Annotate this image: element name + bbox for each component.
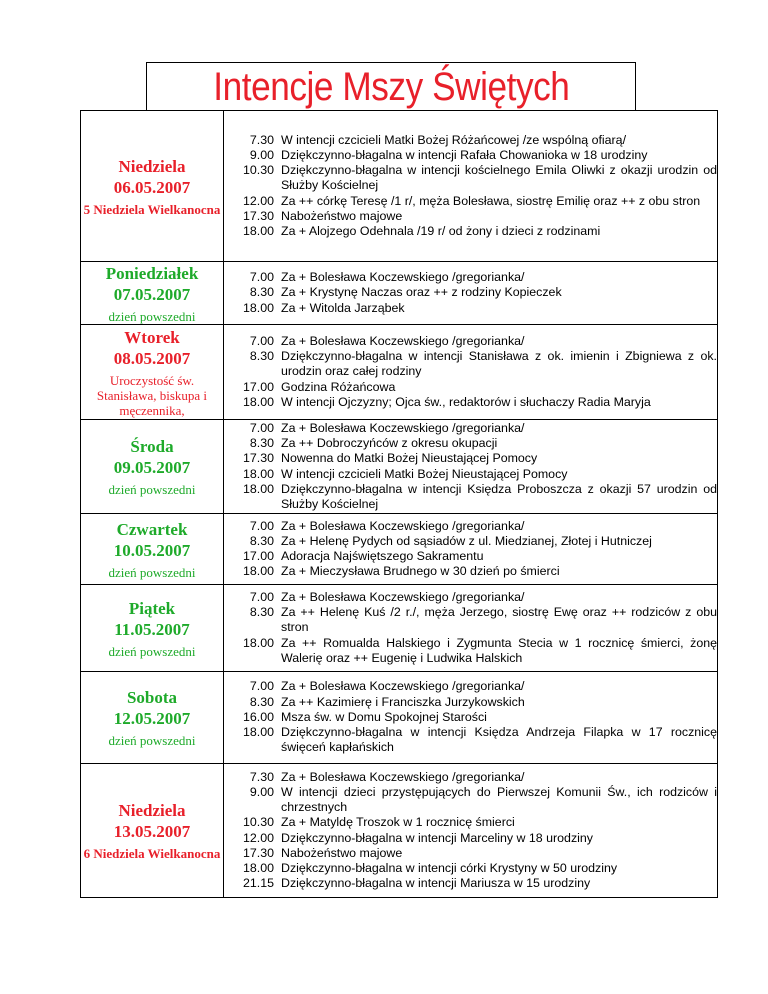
intention-text: Msza św. w Domu Spokojnej Starości bbox=[281, 709, 487, 724]
intention-text: Dziękczynno-błagalna w intencji Mariusza w 15 urodziny bbox=[281, 876, 591, 891]
mass-time: 17.30 bbox=[242, 208, 274, 223]
intention-entry bbox=[224, 636, 717, 666]
intention-entry bbox=[224, 133, 717, 148]
day-row bbox=[81, 764, 718, 898]
day-cell bbox=[81, 111, 224, 262]
intention-text: Dziękczynno-błagalna w intencji Marceliny w 18 urodziny bbox=[281, 830, 593, 845]
intention-entry bbox=[224, 549, 717, 564]
mass-time: 16.00 bbox=[242, 709, 274, 724]
intentions-cell bbox=[224, 420, 718, 514]
day-cell bbox=[81, 262, 224, 325]
mass-time: 12.00 bbox=[242, 830, 274, 845]
day-row bbox=[81, 111, 718, 262]
mass-time: 7.00 bbox=[249, 420, 274, 435]
intention-text: Nowenna do Matki Bożej Nieustającej Pomocy bbox=[281, 451, 538, 466]
intentions-cell bbox=[224, 585, 718, 672]
day-name: Piątek bbox=[128, 598, 176, 618]
day-date: 06.05.2007 bbox=[113, 177, 191, 197]
mass-time: 17.30 bbox=[242, 845, 274, 860]
day-date: 08.05.2007 bbox=[113, 348, 191, 368]
intention-entry bbox=[224, 209, 717, 224]
intention-entry bbox=[224, 519, 717, 534]
intention-text: Nabożeństwo majowe bbox=[281, 845, 403, 860]
intention-text: Za ++ Romualda Halskiego i Zygmunta Stecia w 1 rocznicę śmierci, żonę Walerię oraz ++ Eugenię i Ludwika Halskich bbox=[281, 635, 717, 665]
intention-entry bbox=[224, 534, 717, 549]
intention-entry bbox=[224, 876, 717, 891]
intention-entry bbox=[224, 148, 717, 163]
intention-text: W intencji czcicieli Matki Bożej Nieustającej Pomocy bbox=[281, 466, 568, 481]
intention-entry bbox=[224, 224, 717, 239]
intention-entry bbox=[224, 467, 717, 482]
mass-time: 10.30 bbox=[242, 163, 274, 178]
mass-time: 18.00 bbox=[242, 224, 274, 238]
mass-time: 8.30 bbox=[249, 605, 274, 620]
mass-time: 7.00 bbox=[249, 518, 274, 533]
day-subtitle: dzień powszedni bbox=[108, 308, 196, 324]
mass-time: 8.30 bbox=[249, 436, 274, 451]
intention-entry bbox=[224, 285, 717, 300]
day-name: Wtorek bbox=[124, 327, 180, 347]
intention-text: Za + Mieczysława Brudnego w 30 dzień po śmierci bbox=[281, 564, 560, 579]
intention-text: Za + Bolesława Koczewskiego /gregorianka/ bbox=[281, 333, 525, 348]
day-subtitle: dzień powszedni bbox=[108, 733, 196, 748]
mass-time: 17.00 bbox=[242, 379, 274, 394]
intention-text: Za + Witolda Jarząbek bbox=[281, 300, 405, 315]
intention-text: Za + Bolesława Koczewskiego /gregorianka/ bbox=[281, 420, 525, 435]
day-row bbox=[81, 514, 718, 585]
intention-entry bbox=[224, 349, 717, 379]
intentions-cell bbox=[224, 325, 718, 420]
day-date: 13.05.2007 bbox=[113, 822, 191, 841]
intentions-cell bbox=[224, 514, 718, 585]
day-row bbox=[81, 585, 718, 672]
intention-text: Za ++ córkę Teresę /1 r/, męża Bolesława, siostrę Emilię oraz ++ z obu stron bbox=[281, 193, 701, 208]
day-date: 07.05.2007 bbox=[113, 284, 191, 304]
intention-entry bbox=[224, 301, 717, 316]
mass-time: 10.30 bbox=[242, 815, 274, 830]
mass-time: 7.00 bbox=[249, 270, 274, 285]
intention-text: Dziękczynno-błagalna w intencji Księdza Proboszcza z okazji 57 urodzin od Służby Kościelnej bbox=[281, 481, 717, 511]
mass-time: 18.00 bbox=[242, 394, 274, 409]
day-date: 10.05.2007 bbox=[113, 540, 191, 560]
intention-text: W intencji dzieci przystępujących do Pierwszej Komunii Św., ich rodziców i chrzestnych bbox=[281, 784, 717, 815]
intention-entry bbox=[224, 605, 717, 635]
mass-time: 12.00 bbox=[242, 193, 274, 208]
intention-text: Za ++ Dobroczyńców z okresu okupacji bbox=[281, 436, 498, 451]
intention-entry bbox=[224, 785, 717, 815]
day-row bbox=[81, 672, 718, 764]
mass-time: 9.00 bbox=[249, 784, 274, 799]
page-title: Intencje Mszy Świętych bbox=[212, 64, 570, 109]
intention-text: W intencji czcicieli Matki Bożej Różańcowej /ze wspólną ofiarą/ bbox=[281, 132, 627, 147]
intention-text: Za ++ Kazimierę i Franciszka Jurzykowskich bbox=[281, 694, 525, 709]
day-date: 12.05.2007 bbox=[113, 709, 191, 728]
intention-text: Godzina Różańcowa bbox=[281, 379, 396, 394]
day-subtitle: dzień powszedni bbox=[108, 564, 196, 580]
mass-time: 17.30 bbox=[242, 451, 274, 466]
mass-time: 21.15 bbox=[242, 876, 274, 891]
intention-entry bbox=[224, 421, 717, 436]
intention-text: Za + Helenę Pydych od sąsiadów z ul. Miedzianej, Złotej i Hutniczej bbox=[281, 533, 652, 548]
mass-time: 18.00 bbox=[242, 564, 274, 579]
intention-entry bbox=[224, 815, 717, 830]
day-cell bbox=[81, 672, 224, 764]
intention-text: Dziękczynno-błagalna w intencji Stanisława z ok. imienin i Zbigniewa z ok. urodzin oraz całej rodziny bbox=[281, 349, 717, 379]
mass-time: 9.00 bbox=[249, 147, 274, 162]
title-box bbox=[146, 62, 636, 110]
intention-text: Za ++ Helenę Kuś /2 r./, męża Jerzego, siostrę Ewę oraz ++ rodziców z obu stron bbox=[281, 605, 717, 635]
intention-text: W intencji Ojczyzny; Ojca św., redaktorów i słuchaczy Radia Maryja bbox=[281, 394, 651, 409]
day-cell bbox=[81, 585, 224, 672]
mass-time: 18.00 bbox=[242, 466, 274, 481]
mass-time: 17.00 bbox=[242, 549, 274, 563]
mass-time: 18.00 bbox=[242, 725, 274, 740]
day-name: Poniedziałek bbox=[105, 263, 199, 283]
intentions-cell bbox=[224, 764, 718, 898]
day-cell bbox=[81, 420, 224, 514]
mass-time: 7.00 bbox=[249, 333, 274, 348]
intention-text: Za + Bolesława Koczewskiego /gregorianka/ bbox=[281, 518, 525, 533]
day-date: 09.05.2007 bbox=[113, 458, 191, 477]
day-subtitle: Uroczystość św. Stanisława, biskupa i męczennika, bbox=[96, 372, 208, 418]
intention-text: Dziękczynno-błagalna w intencji Księdza Andrzeja Filapka w 17 rocznicę święceń kapłańskich bbox=[281, 725, 717, 755]
intention-entry bbox=[224, 710, 717, 725]
intention-text: Za + Bolesława Koczewskiego /gregorianka/ bbox=[281, 270, 525, 285]
intention-entry bbox=[224, 436, 717, 451]
intention-entry bbox=[224, 831, 717, 846]
day-name: Czwartek bbox=[116, 519, 188, 539]
intention-entry bbox=[224, 725, 717, 755]
day-name: Niedziela bbox=[118, 801, 186, 820]
intention-text: Dziękczynno-błagalna w intencji kościelnego Emila Oliwki z okazji urodzin od Służby Kościelnej bbox=[281, 163, 717, 193]
day-row bbox=[81, 262, 718, 325]
intention-entry bbox=[224, 270, 717, 285]
mass-time: 7.00 bbox=[249, 679, 274, 694]
intention-entry bbox=[224, 395, 717, 410]
intention-text: Za + Matyldę Troszok w 1 rocznicę śmierci bbox=[281, 815, 515, 830]
mass-time: 18.00 bbox=[242, 481, 274, 496]
day-name: Sobota bbox=[126, 688, 178, 707]
mass-time: 7.30 bbox=[249, 769, 274, 784]
intention-entry bbox=[224, 451, 717, 466]
intention-text: Za + Bolesława Koczewskiego /gregorianka/ bbox=[281, 589, 525, 604]
intention-entry bbox=[224, 334, 717, 349]
intention-text: Dziękczynno-błagalna w intencji córki Krystyny w 50 urodziny bbox=[281, 860, 618, 875]
day-cell bbox=[81, 325, 224, 420]
intention-entry bbox=[224, 846, 717, 861]
day-subtitle: dzień powszedni bbox=[108, 643, 196, 659]
intention-entry bbox=[224, 590, 717, 605]
mass-time: 18.00 bbox=[242, 300, 274, 315]
mass-time: 8.30 bbox=[249, 349, 274, 364]
day-name: Niedziela bbox=[118, 156, 186, 176]
intentions-cell bbox=[224, 672, 718, 764]
intention-entry bbox=[224, 770, 717, 785]
intention-entry bbox=[224, 679, 717, 694]
mass-time: 8.30 bbox=[249, 285, 274, 300]
intention-text: Nabożeństwo majowe bbox=[281, 208, 403, 223]
day-subtitle: 5 Niedziela Wielkanocna bbox=[83, 201, 221, 217]
day-subtitle: dzień powszedni bbox=[108, 482, 196, 497]
intention-text: Adoracja Najświętszego Sakramentu bbox=[281, 549, 484, 563]
day-name: Środa bbox=[130, 437, 174, 456]
intention-entry bbox=[224, 482, 717, 512]
mass-time: 8.30 bbox=[249, 533, 274, 548]
mass-time: 18.00 bbox=[242, 860, 274, 875]
intention-entry bbox=[224, 380, 717, 395]
intention-entry bbox=[224, 861, 717, 876]
intention-entry bbox=[224, 194, 717, 209]
intention-entry bbox=[224, 695, 717, 710]
day-cell bbox=[81, 764, 224, 898]
day-cell bbox=[81, 514, 224, 585]
intentions-cell bbox=[224, 111, 718, 262]
mass-time: 7.30 bbox=[249, 132, 274, 147]
mass-time: 8.30 bbox=[249, 694, 274, 709]
mass-schedule-table bbox=[80, 110, 718, 898]
intention-entry bbox=[224, 564, 717, 579]
intention-text: Za + Alojzego Odehnala /19 r/ od żony i dzieci z rodzinami bbox=[281, 224, 601, 238]
intention-text: Za + Bolesława Koczewskiego /gregorianka/ bbox=[281, 679, 525, 694]
intention-text: Za + Bolesława Koczewskiego /gregorianka/ bbox=[281, 769, 525, 784]
intention-entry bbox=[224, 163, 717, 193]
mass-time: 7.00 bbox=[249, 589, 274, 604]
day-row bbox=[81, 325, 718, 420]
intentions-cell bbox=[224, 262, 718, 325]
day-subtitle: 6 Niedziela Wielkanocna bbox=[83, 846, 221, 861]
mass-time: 18.00 bbox=[242, 635, 274, 650]
intention-text: Dziękczynno-błagalna w intencji Rafała Chowanioka w 18 urodziny bbox=[281, 147, 648, 162]
day-row bbox=[81, 420, 718, 514]
intention-text: Za + Krystynę Naczas oraz ++ z rodziny Kopieczek bbox=[281, 285, 562, 300]
day-date: 11.05.2007 bbox=[114, 619, 190, 639]
